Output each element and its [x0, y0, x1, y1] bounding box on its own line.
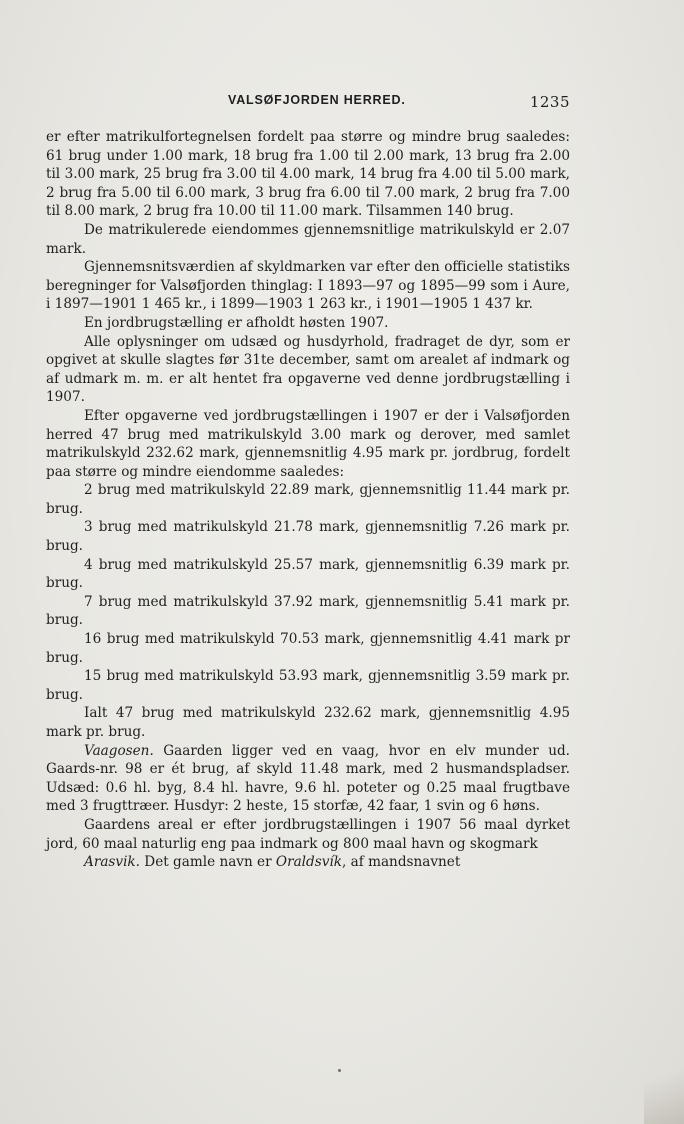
- list-item: 16 brug med matrikulskyld 70.53 mark, gjennemsnitlig 4.41 mark pr brug.: [46, 631, 570, 666]
- vaagosen-text: Gaarden ligger ved en vaag, hvor en elv munder ud. Gaards-nr. 98 er ét brug, af skyld 11.48 mark, med 2 husmandspladser. Udsæd: 0.6 hl. byg, 8.4 hl. havre, 9.6 hl. poteter og 0.25 maal frugtbave med 3 frugttræer. Husdyr: 2 heste, 15 storfæ, 42 faar, 1 svin og 6 høns.: [46, 742, 570, 815]
- paragraph-total: Ialt 47 brug med matrikulskyld 232.62 mark, gjennemsnitlig 4.95 mark pr. brug.: [46, 705, 570, 740]
- list-item: 7 brug med matrikulskyld 37.92 mark, gjennemsnitlig 5.41 mark pr. brug.: [46, 593, 570, 629]
- list-item: 3 brug med matrikulskyld 21.78 mark, gjennemsnitlig 7.26 mark pr. brug.: [46, 519, 570, 555]
- arasvik-text-before: Det gamle navn er: [139, 854, 276, 871]
- list-item: 4 brug med matrikulskyld 25.57 mark, gjennemsnitlig 6.39 mark pr. brug.: [46, 556, 570, 592]
- paragraph: er efter matrikulfortegnelsen fordelt paa større og mindre brug saaledes: 61 brug under 1.00 mark, 18 brug fra 1.00 til 2.00 mark, 13 brug fra 2.00 til 3.00 mark, 25 brug fra 3.00 til 4.00 mark, 14 brug fra 4.00 til 5.00 mark, 2 brug fra 5.00 til 6.00 mark, 3 brug fra 6.00 til 7.00 mark, 2 brug fra 7.00 til 8.00 mark, 2 brug fra 10.00 til 11.00 mark. Tilsammen 140 brug.: [46, 129, 570, 220]
- paragraph: Efter opgaverne ved jordbrugstællingen i 1907 er der i Valsøfjorden herred 47 brug med matrikulskyld 3.00 mark og derover, med samlet matrikulskyld 232.62 mark, gjennemsnitlig 4.95 mark pr. jordbrug, fordelt paa større og mindre eiendomme saaledes:: [46, 407, 570, 480]
- paragraph-arasvik: [46, 853, 570, 872]
- list-item: 15 brug med matrikulskyld 53.93 mark, gjennemsnitlig 3.59 mark pr. brug.: [46, 668, 570, 703]
- ink-spot: [338, 1069, 341, 1072]
- page-corner-shadow: [644, 1044, 684, 1124]
- running-title: VALSØFJORDEN HERRED.: [228, 93, 406, 107]
- old-name: Oraldsvík: [275, 854, 342, 871]
- body-text: [46, 128, 570, 872]
- list-item: 2 brug med matrikulskyld 22.89 mark, gjennemsnitlig 11.44 mark pr. brug.: [46, 482, 570, 517]
- page-number: 1235: [529, 93, 570, 111]
- arasvik-text-after: , af mandsnavnet: [341, 854, 461, 871]
- paragraph: En jordbrugstælling er afholdt høsten 1907.: [84, 314, 389, 331]
- running-header: [48, 93, 570, 111]
- paragraph-vaagosen: [46, 742, 570, 816]
- paragraph: Gjennemsnitsværdien af skyldmarken var efter den officielle statistiks beregninger for Valsøfjorden thinglag: I 1893—97 og 1895—99 som i Aure, i 1897—1901 1 465 kr., i 1899—1903 1 263 kr., i 1901—1905 1 437 kr.: [46, 259, 570, 313]
- farm-name-arasvik: Arasvik.: [84, 854, 140, 871]
- paragraph: De matrikulerede eiendommes gjennemsnitlige matrikulskyld er 2.07 mark.: [46, 221, 570, 257]
- paragraph: Alle oplysninger om udsæd og husdyrhold, fradraget de dyr, som er opgivet at skulle slagtes før 31te december, samt om arealet af indmark og af udmark m. m. er alt hentet fra opgaverne ved denne jordbrugstælling i 1907.: [46, 333, 570, 406]
- farm-name-vaagosen: Vaagosen.: [84, 742, 154, 759]
- paragraph-areal: Gaardens areal er efter jordbrugstællingen i 1907 56 maal dyrket jord, 60 maal naturlig eng paa indmark og 800 maal havn og skogmark: [46, 816, 570, 852]
